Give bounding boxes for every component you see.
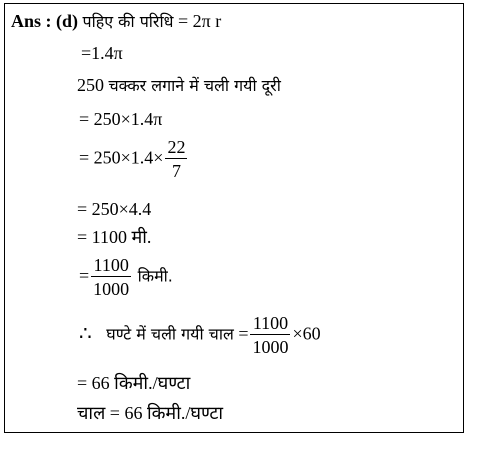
step-8-numerator: 1100: [252, 313, 289, 333]
step-3: = 250×1.4π: [79, 109, 163, 129]
step-4: [79, 136, 189, 183]
step-8-denominator: 1000: [252, 337, 289, 357]
step-2: [77, 74, 281, 97]
step-10-text: चाल = 66 किमी./घण्टा: [77, 403, 224, 423]
step-8-fraction: [250, 312, 290, 359]
step-8: [79, 312, 321, 359]
step-7-unit: किमी.: [137, 266, 173, 286]
step-4-fraction: [165, 136, 187, 183]
step-7-denominator: 1000: [93, 279, 130, 299]
step-1: =1.4π: [81, 43, 123, 63]
step-7: [79, 254, 173, 301]
step-2-number: 250: [77, 75, 104, 95]
answer-title-equation: = 2π r: [177, 11, 222, 31]
step-7-equals: =: [79, 265, 90, 286]
answer-box: [4, 3, 464, 433]
step-10: [77, 402, 223, 424]
step-2-text: चक्कर लगाने में चली गयी दूरी: [108, 76, 281, 95]
answer-label: Ans : (d): [11, 11, 79, 31]
step-7-fraction: [91, 254, 131, 301]
step-4-prefix: = 250×1.4×: [79, 147, 164, 168]
step-8-text: घण्टे में चली गयी चाल: [106, 324, 234, 344]
step-9-text: = 66 किमी./घण्टा: [77, 373, 191, 393]
answer-heading: [11, 10, 221, 33]
answer-title-text: पहिए की परिधि: [82, 12, 174, 31]
therefore-symbol: ∴: [79, 322, 92, 345]
step-7-numerator: 1100: [93, 255, 129, 275]
step-8-equals: =: [238, 323, 249, 344]
step-8-suffix: ×60: [292, 323, 321, 344]
step-6: [77, 226, 151, 248]
step-5: = 250×4.4: [77, 199, 152, 219]
step-6-text: = 1100 मी.: [77, 227, 152, 247]
step-4-denominator: 7: [171, 161, 181, 181]
step-9: [77, 372, 190, 394]
step-4-numerator: 22: [167, 137, 186, 157]
